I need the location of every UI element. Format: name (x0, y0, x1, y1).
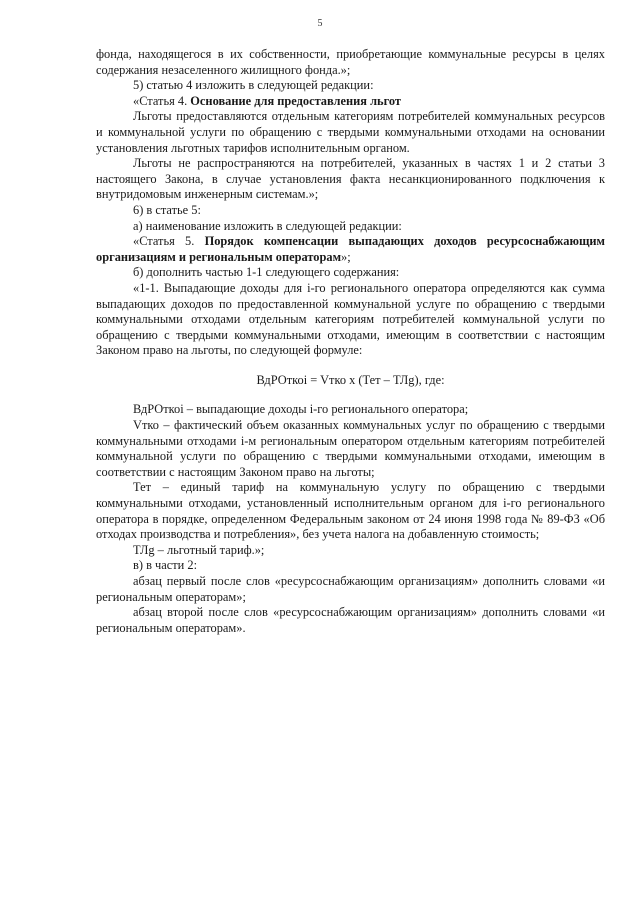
paragraph-definition-tlg: ТЛg – льготный тариф.»; (133, 542, 265, 557)
paragraph-subitem-a: а) наименование изложить в следующей редакции: (133, 218, 402, 233)
paragraph-part-1-1: «1-1. Выпадающие доходы для i-го регионального оператора определяются как сумма выпадающих доходов по предоставленной коммунальной услуге по обращению с твердыми коммунальными отходами отдельным категориям потребителей коммунальной услуги по обращению с твердыми коммунальными отходами, имеющим в соответствии с настоящим Законом право на льготы, по следующей формуле: (96, 280, 605, 358)
paragraph-item-6: 6) в статье 5: (133, 202, 201, 217)
paragraph-amend-second: абзац второй после слов «ресурсоснабжающим организациям» дополнить словами «и региональным операторам». (96, 605, 605, 635)
paragraph-article-4-part-1: Льготы предоставляются отдельным категориям потребителей коммунальных ресурсов и коммунальной услуги по обращению с твердыми коммунальными отходами на основании установления льготных тарифов исполнительным органом. (96, 109, 605, 155)
article-5-label: «Статья 5. (133, 234, 205, 249)
paragraph-continuation: фонда, находящегося в их собственности, приобретающие коммунальные ресурсы в целях содержания незаселенного жилищного фонда.»; (96, 47, 605, 77)
formula: ВдРОткоi = Vтко x (Тет – ТЛg), где: (256, 372, 445, 387)
paragraph-definition-vtko: Vтко – фактический объем оказанных коммунальных услуг по обращению с твердыми коммунальными отходами i-м региональным оператором отдельным категориям потребителей коммунальной услуги по обращению с твердыми коммунальными отходами, имеющим в соответствии с настоящим Законом право на льготы; (96, 418, 605, 479)
paragraph-subitem-b: б) дополнить частью 1-1 следующего содержания: (133, 265, 400, 280)
page-number: 5 (317, 18, 323, 29)
paragraph-definition-tet: Тет – единый тариф на коммунальную услугу по обращению с твердыми коммунальными отходами, установленный исполнительным органом для i-го регионального оператора в порядке, определенном Федеральным законом от 24 июня 1998 года № 89-ФЗ «Об отходах производства и потребления», без учета налога на добавленную стоимость; (96, 480, 605, 542)
article-5-title: Порядок компенсации выпадающих доходов ресурсоснабжающим организациям и региональным операторам (96, 234, 605, 264)
paragraph-article-4-part-2: Льготы не распространяются на потребителей, указанных в частях 1 и 2 статьи 3 настоящего Закона, в случае установления факта несанкционированного подключения к внутридомовым инженерным системам.»; (96, 156, 605, 202)
paragraph-article-5-heading (96, 234, 605, 265)
paragraph-definition-vdrotko: ВдРОткоi – выпадающие доходы i-го регионального оператора; (133, 402, 469, 417)
article-4-label: «Статья 4. (133, 93, 191, 108)
document-body (96, 47, 605, 636)
article-5-closing: »; (341, 249, 351, 264)
paragraph-subitem-v: в) в части 2: (133, 558, 198, 573)
paragraph-amend-first: абзац первый после слов «ресурсоснабжающим организациям» дополнить словами «и региональным операторам»; (96, 574, 605, 604)
paragraph-item-5: 5) статью 4 изложить в следующей редакции: (133, 78, 374, 93)
paragraph-article-4-heading (96, 94, 605, 110)
article-4-title: Основание для предоставления льгот (190, 93, 402, 108)
